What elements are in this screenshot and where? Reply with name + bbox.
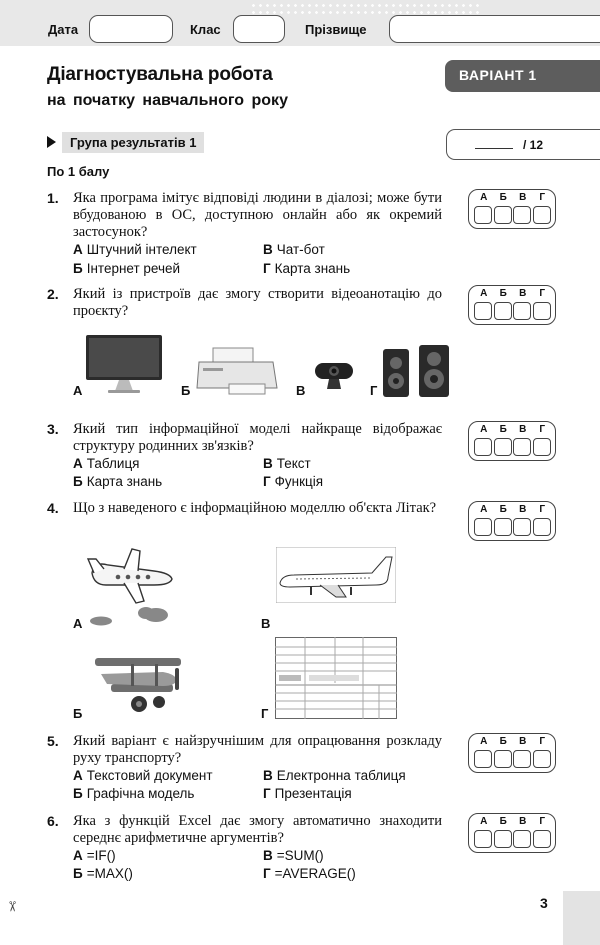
option[interactable]: А =IF() — [73, 848, 116, 863]
answer-cell[interactable] — [533, 302, 551, 320]
page-subtitle: на початку навчального року — [47, 92, 288, 109]
play-triangle-icon — [47, 136, 56, 148]
class-field[interactable] — [233, 15, 285, 43]
option[interactable]: В Текст — [263, 456, 311, 471]
surname-field[interactable] — [389, 15, 600, 43]
page-title: Діагностувальна робота — [47, 64, 273, 85]
speakers-icon — [381, 343, 453, 399]
answer-cell[interactable] — [494, 302, 512, 320]
page-number: 3 — [540, 895, 548, 911]
technical-table-icon — [275, 637, 397, 719]
printer-icon — [193, 346, 281, 396]
image-label: В — [296, 383, 306, 398]
header-dot-pattern — [250, 2, 480, 14]
answer-cell[interactable] — [474, 438, 492, 456]
image-label: Г — [370, 383, 378, 398]
score-blank — [475, 148, 513, 149]
question-text: Який варіант є найзручнішим для опрацювання розкладу руху транспорту? — [73, 733, 442, 766]
image-label: А — [73, 383, 83, 398]
answer-cell[interactable] — [474, 750, 492, 768]
page-corner — [563, 891, 600, 945]
question-text: Яка з функцій Excel дає змогу автоматично знаходити середнє арифметичне аргументів? — [73, 813, 442, 846]
answer-cell[interactable] — [513, 750, 531, 768]
scissors-icon: ✂ — [4, 900, 21, 913]
date-label: Дата — [48, 22, 79, 37]
answer-cell[interactable] — [533, 830, 551, 848]
variant-badge: ВАРІАНТ 1 — [445, 60, 600, 92]
question-text: Який тип інформаційної моделі найкраще відображає структуру родинних зв'язків? — [73, 421, 442, 454]
image-label: А — [73, 616, 83, 631]
option[interactable]: Г Презентація — [263, 786, 352, 801]
answer-cell[interactable] — [513, 438, 531, 456]
monitor-icon — [83, 333, 165, 395]
question-text: Що з наведеного є інформаційною моделлю об'єкта Літак? — [73, 500, 437, 516]
answer-cell[interactable] — [533, 438, 551, 456]
question-6 — [47, 813, 442, 847]
question-number: 1. — [47, 190, 59, 206]
date-field[interactable] — [89, 15, 173, 43]
answer-box[interactable]: А Б В Г — [468, 733, 556, 773]
option[interactable]: Г Карта знань — [263, 261, 351, 276]
option[interactable]: Г =AVERAGE() — [263, 866, 356, 881]
answer-box[interactable]: А Б В Г — [468, 501, 556, 541]
image-label: В — [261, 616, 271, 631]
toy-biplane-icon — [91, 650, 185, 716]
image-label: Б — [73, 706, 83, 721]
option[interactable]: Б =MAX() — [73, 866, 133, 881]
answer-cell[interactable] — [494, 438, 512, 456]
option[interactable]: А Таблиця — [73, 456, 140, 471]
answer-cell[interactable] — [513, 302, 531, 320]
points-label: По 1 балу — [47, 164, 110, 179]
group-heading — [47, 131, 204, 153]
answer-cell[interactable] — [533, 750, 551, 768]
option[interactable]: В Чат-бот — [263, 242, 325, 257]
question-3 — [47, 421, 442, 455]
option[interactable]: Б Графічна модель — [73, 786, 195, 801]
option[interactable]: Б Інтернет речей — [73, 261, 181, 276]
question-number: 6. — [47, 813, 59, 829]
question-5 — [47, 733, 442, 767]
question-text: Який із пристроїв дає змогу створити відеоанотацію до проєкту? — [73, 286, 442, 319]
group-label: Група результатів 1 — [62, 132, 204, 153]
image-label: Б — [181, 383, 191, 398]
answer-cell[interactable] — [474, 518, 492, 536]
answer-cell[interactable] — [533, 518, 551, 536]
webcam-icon — [311, 360, 357, 392]
question-2 — [47, 286, 442, 320]
answer-cell[interactable] — [513, 518, 531, 536]
question-number: 3. — [47, 421, 59, 437]
score-total: / 12 — [523, 138, 544, 152]
question-number: 5. — [47, 733, 59, 749]
option[interactable]: А Текстовий документ — [73, 768, 213, 783]
option[interactable]: Г Функція — [263, 474, 324, 489]
class-label: Клас — [190, 22, 221, 37]
option[interactable]: А Штучний інтелект — [73, 242, 197, 257]
answer-cell[interactable] — [533, 206, 551, 224]
answer-cell[interactable] — [494, 206, 512, 224]
answer-box[interactable]: А Б В Г — [468, 421, 556, 461]
answer-cell[interactable] — [474, 830, 492, 848]
question-text: Яка програма імітує відповіді людини в діалозі; може бути вбудованою в ОС, доступною онлайн або як окремий застосунок? — [73, 190, 442, 240]
answer-cell[interactable] — [513, 830, 531, 848]
answer-cell[interactable] — [494, 830, 512, 848]
answer-cell[interactable] — [513, 206, 531, 224]
surname-label: Прізвище — [305, 22, 367, 37]
question-1 — [47, 190, 442, 241]
answer-cell[interactable] — [494, 518, 512, 536]
question-number: 2. — [47, 286, 59, 302]
answer-box[interactable]: А Б В Г — [468, 285, 556, 325]
answer-box[interactable]: А Б В Г — [468, 189, 556, 229]
airplane-drawing-icon — [276, 547, 396, 603]
answer-cell[interactable] — [474, 302, 492, 320]
score-field[interactable] — [446, 129, 600, 160]
answer-cell[interactable] — [494, 750, 512, 768]
option[interactable]: Б Карта знань — [73, 474, 163, 489]
answer-box[interactable]: А Б В Г — [468, 813, 556, 853]
question-4 — [47, 500, 442, 517]
answer-cell[interactable] — [474, 206, 492, 224]
cloud-icon — [88, 615, 114, 627]
option[interactable]: В Електронна таблиця — [263, 768, 406, 783]
image-label: Г — [261, 706, 269, 721]
option[interactable]: В =SUM() — [263, 848, 324, 863]
question-number: 4. — [47, 500, 59, 516]
